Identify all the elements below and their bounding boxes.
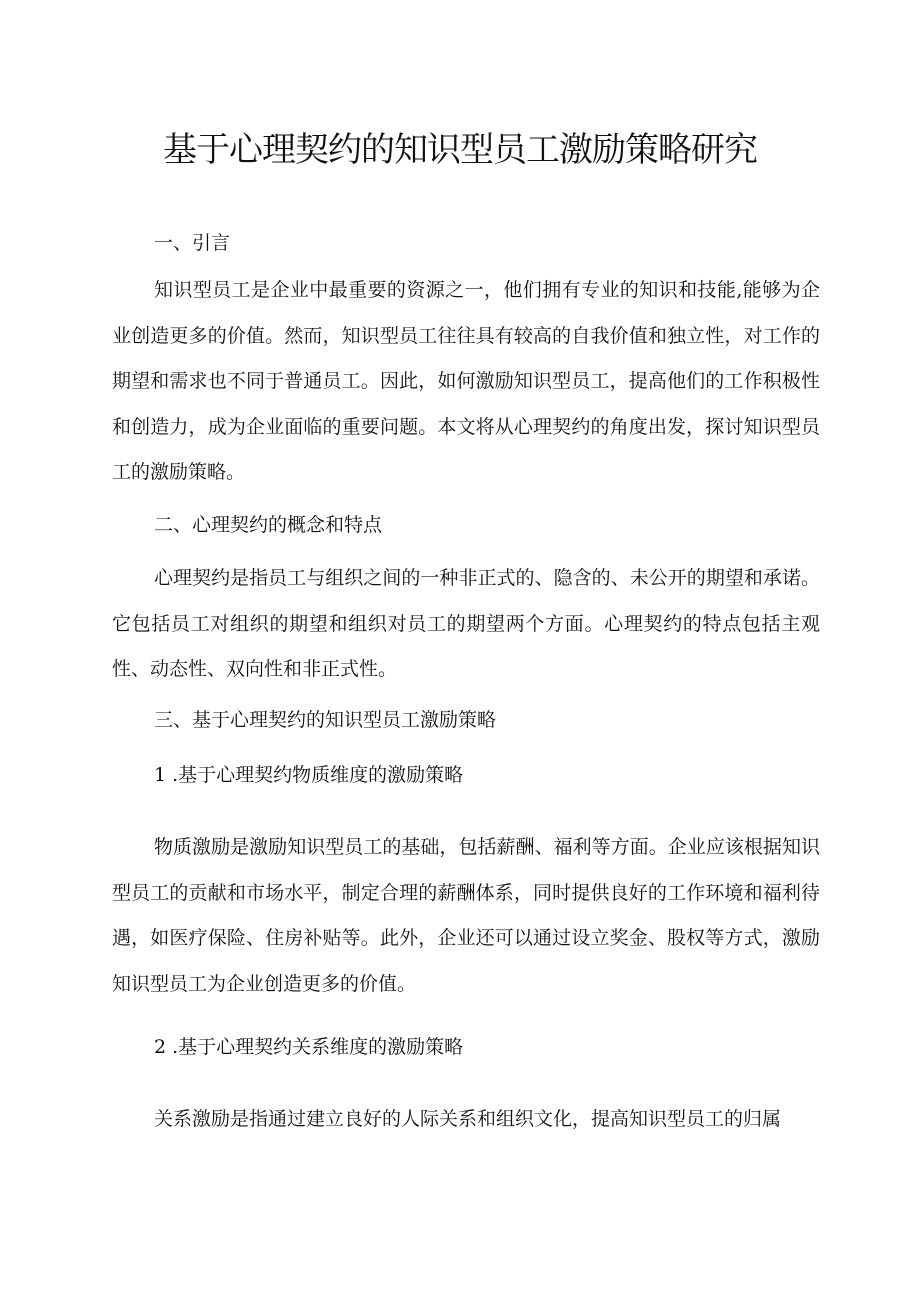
section-heading-introduction: 一、引言 (154, 232, 231, 254)
subsection-heading-material: 1 .基于心理契约物质维度的激励策略 (154, 764, 464, 786)
section-heading-strategies: 三、基于心理契约的知识型员工激励策略 (154, 709, 497, 731)
paragraph-relational: 关系激励是指通过建立良好的人际关系和组织文化，提高知识型员工的归属 (154, 1108, 782, 1130)
paragraph-introduction: 知识型员工是企业中最重要的资源之一，他们拥有专业的知识和技能,能够为企业创造更多的价值。然而，知识型员工往往具有较高的自我价值和独立性，对工作的期望和需求也不同于普通员工。因此，如何激励知识型员工，提高他们的工作积极性和创造力，成为企业面临的重要问题。本文将从心理契约的角度出发，探讨知识型员工的激励策略。 (112, 279, 820, 483)
section-heading-concept: 二、心理契约的概念和特点 (154, 514, 383, 536)
document-title: 基于心理契约的知识型员工激励策略研究 (163, 130, 757, 170)
paragraph-material: 物质激励是激励知识型员工的基础，包括薪酬、福利等方面。企业应该根据知识型员工的贡献和市场水平，制定合理的薪酬体系，同时提供良好的工作环境和福利待遇，如医疗保险、住房补贴等。此外，企业还可以通过设立奖金、股权等方式，激励知识型员工为企业创造更多的价值。 (112, 836, 820, 995)
subsection-heading-relational: 2 .基于心理契约关系维度的激励策略 (154, 1036, 464, 1058)
paragraph-concept: 心理契约是指员工与组织之间的一种非正式的、隐含的、未公开的期望和承诺。它包括员工对组织的期望和组织对员工的期望两个方面。心理契约的特点包括主观性、动态性、双向性和非正式性。 (112, 567, 820, 680)
